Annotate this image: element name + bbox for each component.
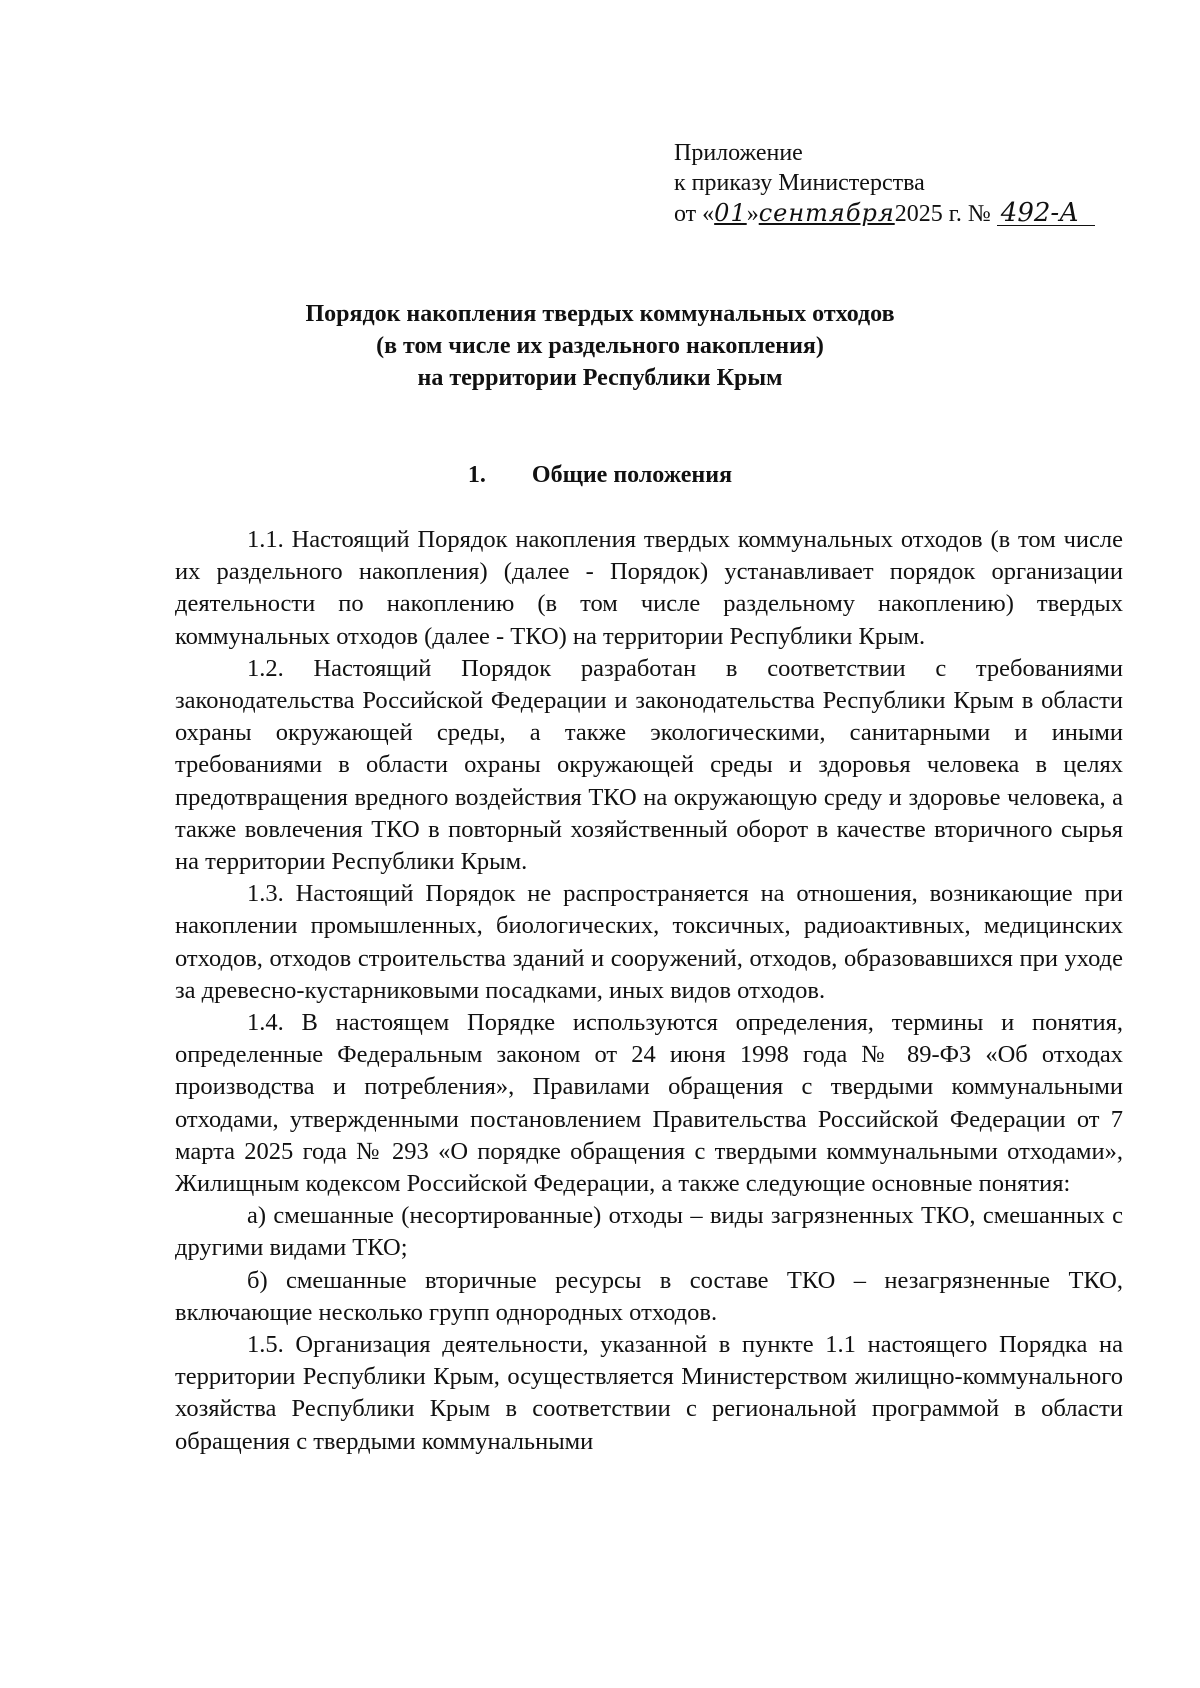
title-line-1: Порядок накопления твердых коммунальных отходов xyxy=(305,301,895,327)
paragraph-1-2: 1.2. Настоящий Порядок разработан в соответствии с требованиями законодательства Российской Федерации и законодательства Республики Крым в области охраны окружающей среды, а также экологическими, санитарными и иными требованиями в области охраны окружающей среды и здоровья человека в целях предотвращения вредного воздействия ТКО на окружающую среду и здоровье человека, а также вовлечения ТКО в повторный хозяйственный оборот в качестве вторичного сырья на территории Республики Крым. xyxy=(175,654,1123,876)
paragraph-1-4-a: а) смешанные (несортированные) отходы – виды загрязненных ТКО, смешанных с другими видами ТКО; xyxy=(175,1202,1123,1262)
title-line-2: (в том числе их раздельного накопления) xyxy=(376,333,824,359)
paragraph-1-5: 1.5. Организация деятельности, указанной в пункте 1.1 настоящего Порядка на территории Республики Крым, осуществляется Министерством жилищно-коммунального хозяйства Республики Крым в соответствии с региональной программой в области обращения с твердыми коммунальными xyxy=(175,1331,1123,1455)
section-heading xyxy=(0,462,1200,489)
section-title: Общие положения xyxy=(531,462,733,488)
paragraph-1-4: 1.4. В настоящем Порядке используются определения, термины и понятия, определенные Федеральным законом от 24 июня 1998 года № 89-ФЗ «Об отходах производства и потребления», Правилами обращения с твердыми коммунальными отходами, утвержденными постановлением Правительства Российской Федерации от 7 марта 2025 года № 293 «О порядке обращения с твердыми коммунальными отходами», Жилищным кодексом Российской Федерации, а также следующие основные понятия: xyxy=(175,1009,1123,1198)
date-day-handwritten: 01 xyxy=(714,199,747,227)
appendix-header xyxy=(674,138,1095,229)
date-prefix: от « xyxy=(674,201,715,227)
appendix-label: Приложение xyxy=(674,140,803,166)
section-number: 1. xyxy=(467,462,486,488)
date-mid: » xyxy=(746,201,759,227)
date-month-handwritten: сентября xyxy=(758,199,895,227)
appendix-date-line xyxy=(674,198,1095,229)
paragraph-1-1: 1.1. Настоящий Порядок накопления твердых коммунальных отходов (в том числе их раздельного накопления) (далее - Порядок) устанавливает порядок организации деятельности по накоплению (в том числе раздельному накоплению) твердых коммунальных отходов (далее - ТКО) на территории Республики Крым. xyxy=(175,526,1123,650)
date-year-and-number-sign: 2025 г. № xyxy=(894,201,991,227)
paragraph-1-3: 1.3. Настоящий Порядок не распространяется на отношения, возникающие при накоплении промышленных, биологических, токсичных, радиоактивных, медицинских отходов, отходов строительства зданий и сооружений, отходов, образовавшихся при уходе за древесно-кустарниковыми посадками, иных видов отходов. xyxy=(175,880,1123,1004)
document-number-handwritten: 492-А xyxy=(997,201,1095,226)
paragraph-1-4-b: б) смешанные вторичные ресурсы в составе ТКО – незагрязненные ТКО, включающие несколько групп однородных отходов. xyxy=(175,1266,1123,1326)
document-title xyxy=(0,298,1200,394)
document-body xyxy=(175,524,1123,1458)
appendix-order-ref: к приказу Министерства xyxy=(674,170,925,196)
title-line-3: на территории Республики Крым xyxy=(417,365,783,391)
